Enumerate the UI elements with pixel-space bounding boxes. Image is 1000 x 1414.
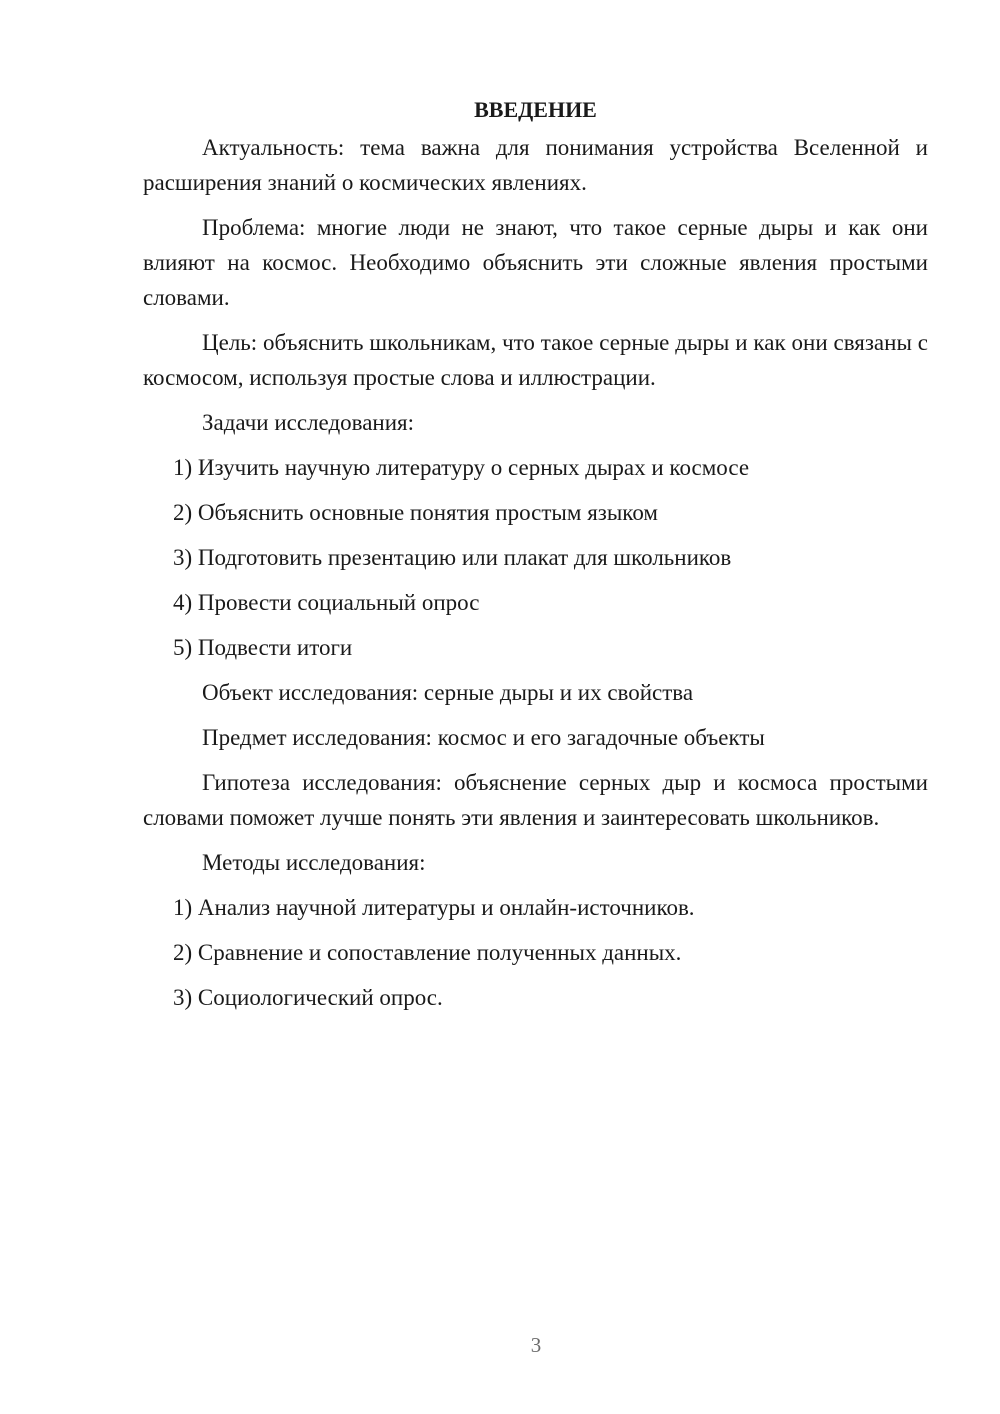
page-number: 3 [530, 1333, 542, 1357]
tasks-heading: Задачи исследования: [202, 410, 415, 435]
task-list-item: 5) Подвести итоги [173, 635, 353, 660]
page-content [143, 92, 928, 1025]
section-title: ВВЕДЕНИЕ [474, 97, 597, 122]
methods-heading: Методы исследования: [202, 850, 426, 875]
goal-paragraph: Цель: объяснить школьникам, что такое серные дыры и как они связаны с космосом, используя простые слова и иллюстрации. [143, 330, 928, 390]
method-list-item: 3) Социологический опрос. [173, 985, 443, 1010]
hypothesis-paragraph: Гипотеза исследования: объяснение серных дыр и космоса простыми словами поможет лучше понять эти явления и заинтересовать школьников. [143, 770, 928, 830]
method-list-item: 2) Сравнение и сопоставление полученных данных. [173, 940, 682, 965]
task-list-item: 4) Провести социальный опрос [173, 590, 480, 615]
object-paragraph: Объект исследования: серные дыры и их свойства [202, 680, 694, 705]
task-list-item: 2) Объяснить основные понятия простым языком [173, 500, 658, 525]
task-list-item: 3) Подготовить презентацию или плакат для школьников [173, 545, 732, 570]
relevance-paragraph: Актуальность: тема важна для понимания устройства Вселенной и расширения знаний о космических явлениях. [143, 135, 928, 195]
problem-paragraph: Проблема: многие люди не знают, что такое серные дыры и как они влияют на космос. Необходимо объяснить эти сложные явления простыми словами. [143, 215, 928, 310]
task-list-item: 1) Изучить научную литературу о серных дырах и космосе [173, 455, 750, 480]
method-list-item: 1) Анализ научной литературы и онлайн-источников. [173, 895, 695, 920]
subject-paragraph: Предмет исследования: космос и его загадочные объекты [202, 725, 765, 750]
